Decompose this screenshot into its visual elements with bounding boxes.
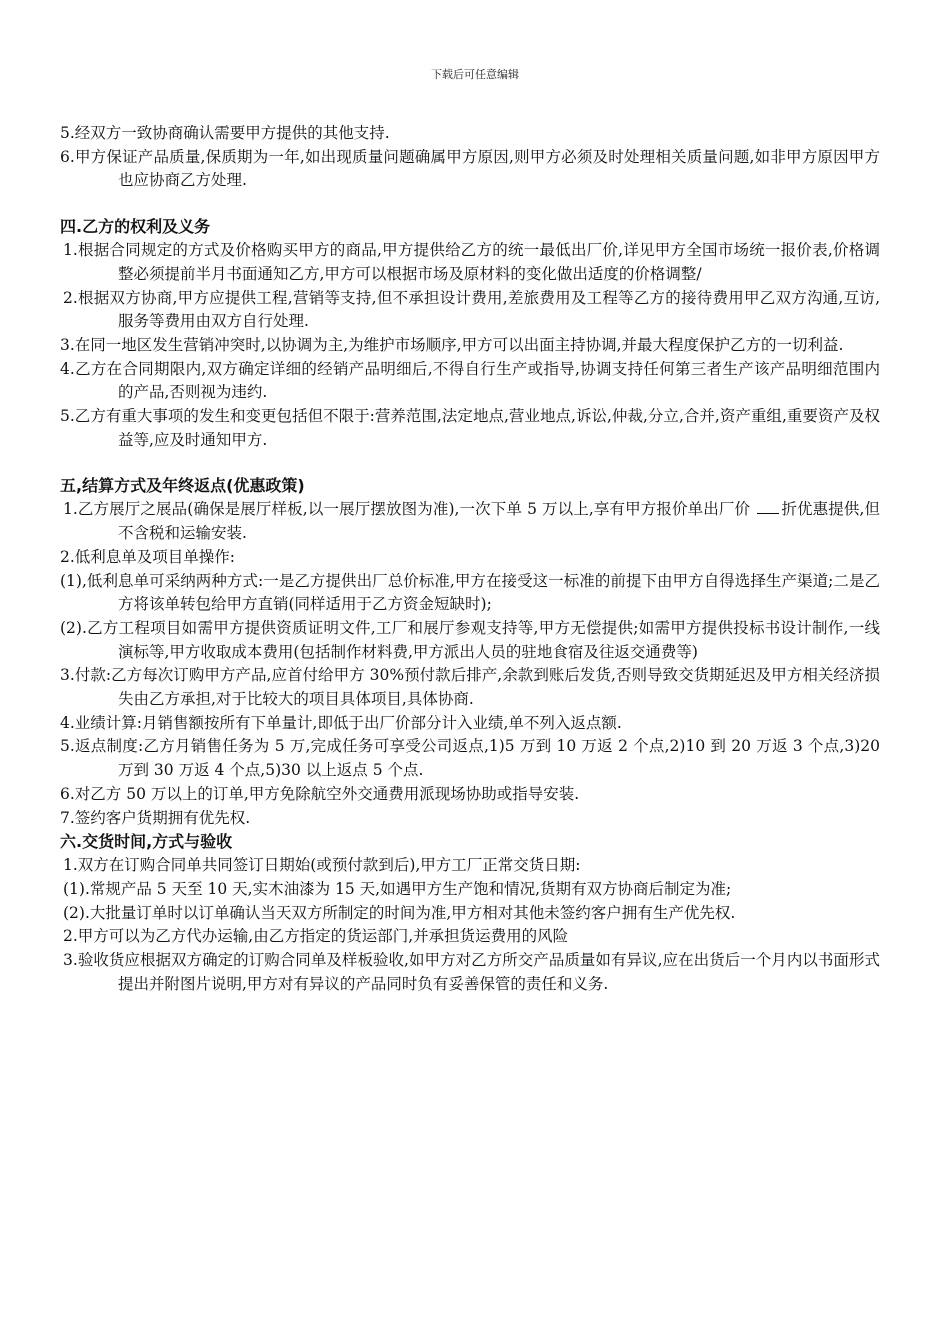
- clause-5-6: 6.对乙方 50 万以上的订单,甲方免除航空外交通费用派现场协助或指导安装.: [60, 784, 580, 803]
- clause-3-5: 5.经双方一致协商确认需要甲方提供的其他支持.: [60, 124, 390, 142]
- clause-4-5: 5.乙方有重大事项的发生和变更包括但不限于:营养范围,法定地点,营业地点,诉讼,仲裁,分立,合并,资产重组,重要资产及权益等,应及时通知甲方.: [60, 407, 880, 449]
- clause-5-2-2: (2).乙方工程项目如需甲方提供资质证明文件,工厂和展厅参观支持等,甲方无偿提供;如需甲方提供投标书设计制作,一线演标等,甲方收取成本费用(包括制作材料费,甲方派出人员的驻地食宿及往返交通费等): [60, 618, 880, 661]
- page-header: 下载后可任意编辑: [431, 68, 519, 81]
- document-body: [60, 122, 880, 997]
- clause-5-1: [60, 498, 880, 545]
- clause-6-2: 2.甲方可以为乙方代办运输,由乙方指定的货运部门,并承担货运费用的风险: [63, 927, 569, 946]
- clause-4-1: 1.根据合同规定的方式及价格购买甲方的商品,甲方提供给乙方的统一最低出厂价,详见甲方全国市场统一报价表,价格调整必须提前半月书面通知乙方,甲方可以根据市场及原材料的变化做出适度的价格调整/: [63, 241, 880, 283]
- clause-5-2: 2.低利息单及项目单操作:: [60, 547, 236, 566]
- clause-3-6: 6.甲方保证产品质量,保质期为一年,如出现质量问题确属甲方原因,则甲方必须及时处理相关质量问题,如非甲方原因甲方也应协商乙方处理.: [60, 147, 880, 190]
- clause-4-3: 3.在同一地区发生营销冲突时,以协调为主,为维护市场顺序,甲方可以出面主持协调,并最大程度保护乙方的一切利益.: [60, 335, 844, 354]
- section-4-heading: 四.乙方的权利及义务: [60, 217, 211, 237]
- clause-5-3: 3.付款:乙方每次订购甲方产品,应首付给甲方 30%预付款后排产,余款到账后发货,否则导致交货期延迟及甲方相关经济损失由乙方承担,对于比较大的项目具体项目,具体协商.: [60, 666, 880, 709]
- clause-4-4: 4.乙方在合同期限内,双方确定详细的经销产品明细后,不得自行生产或指导,协调支持任何第三者生产该产品明细范围内的产品,否则视为违约.: [60, 359, 880, 402]
- clause-5-2-1: (1),低利息单可采纳两种方式:一是乙方提供出厂总价标准,甲方在接受这一标准的前提下由甲方自得选择生产渠道;二是乙方将该单转包给甲方直销(同样适用于乙方资金短缺时);: [60, 571, 880, 614]
- clause-5-1-part-a: 1.乙方展厅之展品(确保是展厅样板,以一展厅摆放图为准),一次下单 5 万以上,享有甲方报价单出厂价: [63, 500, 756, 519]
- clause-5-5: 5.返点制度:乙方月销售任务为 5 万,完成任务可享受公司返点,1)5 万到 10 万返 2 个点,2)10 到 20 万返 3 个点,3)20 万到 30 万返 4 个点,5)30 以上返点 5 个点.: [60, 737, 880, 780]
- section-6-heading: 六.交货时间,方式与验收: [60, 832, 233, 852]
- discount-blank: [757, 512, 779, 514]
- clause-6-1: 1.双方在订购合同单共同签订日期始(或预付款到后),甲方工厂正常交货日期:: [63, 856, 581, 875]
- clause-6-3: 3.验收货应根据双方确定的订购合同单及样板验收,如甲方对乙方所交产品质量如有异议,应在出货后一个月内以书面形式提出并附图片说明,甲方对有异议的产品同时负有妥善保管的责任和义务.: [63, 951, 880, 993]
- clause-5-1-part-b: 折优惠提供,但不含税和运输安装.: [118, 500, 880, 543]
- clause-6-1-2: (2).大批量订单时以订单确认当天双方所制定的时间为准,甲方相对其他未签约客户拥有生产优先权.: [63, 903, 736, 922]
- section-5-heading: 五,结算方式及年终返点(优惠政策): [60, 476, 305, 496]
- clause-5-7: 7.签约客户货期拥有优先权.: [60, 808, 251, 827]
- clause-4-2: 2.根据双方协商,甲方应提供工程,营销等支持,但不承担设计费用,差旅费用及工程等乙方的接待费用甲乙双方沟通,互访,服务等费用由双方自行处理.: [63, 288, 880, 331]
- clause-6-1-1: (1).常规产品 5 天至 10 天,实木油漆为 15 天,如遇甲方生产饱和情况,货期有双方协商后制定为准;: [63, 879, 732, 898]
- clause-5-4: 4.业绩计算:月销售额按所有下单量计,即低于出厂价部分计入业绩,单不列入返点额.: [60, 713, 622, 732]
